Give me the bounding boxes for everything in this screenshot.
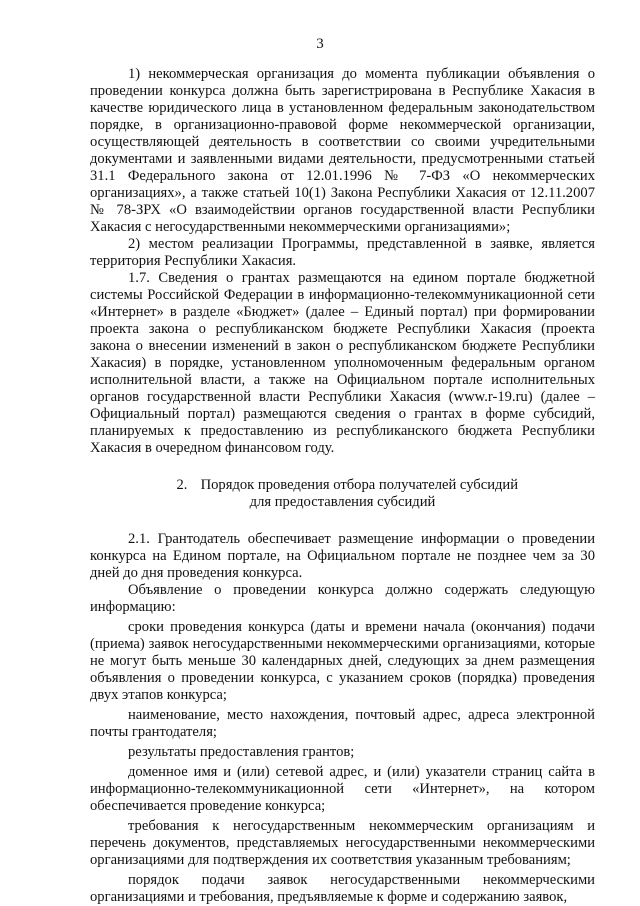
section-heading-line1 bbox=[90, 477, 595, 494]
paragraph-1-1: 1) некоммерческая организация до момента публикации объявления о проведении конкурса должна быть зарегистрирована в Республике Хакасия в качестве юридического лица в установленном федеральным законодательством порядке, в организационно-правовой форме некоммерческой организации, осуществляющей деятельность в соответствии со своими учредительными документами и заявленными видами деятельности, предусмотренными статьей 31.1 Федерального закона от 12.01.1996 № 7-ФЗ «О некоммерческих организациях», а также статьей 10(1) Закона Республики Хакасия от 12.11.2007 № 78-ЗРХ «О взаимодействии органов государственной власти Республики Хакасия с негосударственными некоммерческими организациями»; bbox=[90, 66, 595, 235]
paragraph-1-2: 2) местом реализации Программы, представленной в заявке, является территория Республики Хакасия. bbox=[90, 236, 595, 269]
list-item-deadlines: сроки проведения конкурса (даты и времени начала (окончания) подачи (приема) заявок негосударственными некоммерческими организациями, которые не могут быть меньше 30 календарных дней, следующих за днем размещения объявления о проведении конкурса, с указанием сроков (порядка) проведения двух этапов конкурса; bbox=[90, 619, 595, 703]
document-body bbox=[90, 66, 595, 906]
section-number: 2. bbox=[176, 477, 188, 493]
section-title: Порядок проведения отбора получателей субсидий bbox=[200, 477, 519, 493]
paragraph-1-7: 1.7. Сведения о грантах размещаются на едином портале бюджетной системы Российской Федерации в информационно-телекоммуникационной сети «Интернет» в разделе «Бюджет» (далее – Единый портал) при формировании проекта закона о республиканском бюджете Республики Хакасия (проекта закона о внесении изменений в закон о республиканском бюджете Республики Хакасия) в порядке, установленном уполномоченным федеральным органом исполнительной власти, а также на Официальном портале исполнительных органов государственной власти Республики Хакасия (www.r-19.ru) (далее – Официальный портал) размещаются сведения о грантах в форме субсидий, планируемых к предоставлению из республиканского бюджета Республики Хакасия в очередном финансовом году. bbox=[90, 270, 595, 456]
list-item-requirements: требования к негосударственным некоммерческим организациям и перечень документов, представляемых негосударственными некоммерческими организациями для подтверждения их соответствия указанным требованиям; bbox=[90, 818, 595, 868]
paragraph-announcement: Объявление о проведении конкурса должно содержать следующую информацию: bbox=[90, 582, 595, 615]
page-number: 3 bbox=[316, 36, 324, 52]
section-heading-line2: для предоставления субсидий bbox=[249, 494, 436, 510]
paragraph-2-1: 2.1. Грантодатель обеспечивает размещение информации о проведении конкурса на Едином портале, на Официальном портале не позднее чем за 30 дней до дня проведения конкурса. bbox=[90, 531, 595, 581]
list-item-procedure: порядок подачи заявок негосударственными некоммерческими организациями и требования, предъявляемые к форме и содержанию заявок, bbox=[90, 872, 595, 905]
list-item-results: результаты предоставления грантов; bbox=[128, 744, 355, 760]
section-heading bbox=[90, 477, 595, 511]
list-item-address: наименование, место нахождения, почтовый адрес, адреса электронной почты грантодателя; bbox=[90, 707, 595, 740]
list-item-domain: доменное имя и (или) сетевой адрес, и (или) указатели страниц сайта в информационно-телекоммуникационной сети «Интернет», на котором обеспечивается проведение конкурса; bbox=[90, 764, 595, 814]
